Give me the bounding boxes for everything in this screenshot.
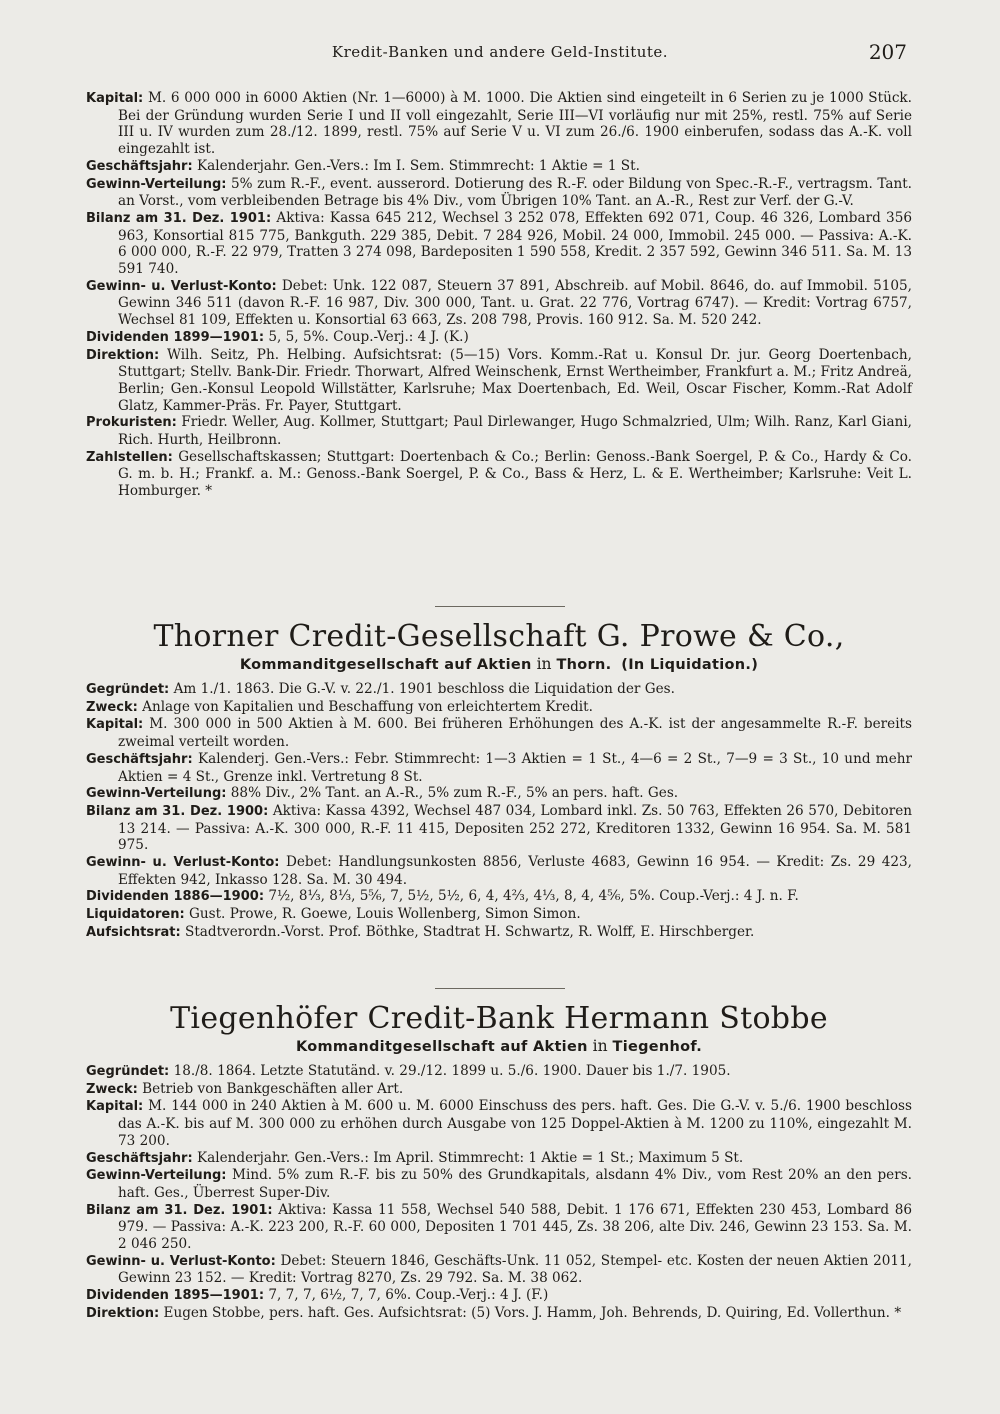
entry-bilanz xyxy=(86,210,912,278)
entry-gewinn-verteilung xyxy=(86,176,912,210)
section-tiegenhoefer xyxy=(86,1002,912,1323)
entry-label: Geschäftsjahr: xyxy=(86,1150,193,1166)
entry-prokuristen xyxy=(86,414,912,448)
entry-text: Betrieb von Bankgeschäften aller Art. xyxy=(142,1080,404,1097)
company-city: Thorn. xyxy=(556,657,612,673)
entry-gegruendet xyxy=(86,1063,912,1081)
entry-label: Gegründet: xyxy=(86,682,170,697)
company-in: in xyxy=(531,655,557,673)
entry-label: Bilanz am 31. Dez. 1900: xyxy=(86,803,269,819)
entry-label: Direktion: xyxy=(86,1305,160,1321)
entry-geschaeftsjahr xyxy=(86,751,912,785)
entry-label: Zweck: xyxy=(86,699,138,715)
entry-label: Dividenden 1886—1900: xyxy=(86,889,265,905)
entry-label: Aufsichtsrat: xyxy=(86,924,181,940)
entry-label: Gewinn-Verteilung: xyxy=(86,786,227,802)
entry-kapital xyxy=(86,716,912,750)
entry-label: Gewinn- u. Verlust-Konto: xyxy=(86,1253,276,1269)
section-thorner xyxy=(86,620,912,942)
entry-label: Zahlstellen: xyxy=(86,449,173,465)
entry-text: Eugen Stobbe, pers. haft. Ges. Aufsichtsrat: (5) Vors. J. Hamm, Joh. Behrends, D. Quiring, Ed. Vollerthun. * xyxy=(163,1304,902,1321)
entry-zweck xyxy=(86,1081,912,1099)
entry-label: Direktion: xyxy=(86,347,160,363)
running-head xyxy=(0,40,1000,66)
section-divider xyxy=(435,606,565,607)
entry-aufsichtsrat xyxy=(86,924,912,942)
entry-label: Kapital: xyxy=(86,1099,144,1115)
entry-text: M. 6 000 000 in 6000 Aktien (Nr. 1—6000) à M. 1000. Die Aktien sind eingeteilt in 6 Serien zu je 1000 Stück. Bei der Gründung wurden Serie I und II voll eingezahlt, Serie III—VI vorläufig nur mit 25%, restl. 75% auf Serie III u. IV wurden zum 28./12. 1899, restl. 75% auf Serie V u. VI zum 26./6. 1900 einberufen, sodass das A.-K. voll eingezahlt ist. xyxy=(118,90,912,158)
entry-text: M. 300 000 in 500 Aktien à M. 600. Bei früheren Erhöhungen des A.-K. ist der angesammelte R.-F. bereits zweimal verteilt worden. xyxy=(118,716,912,751)
entry-label: Gegründet: xyxy=(86,1064,170,1079)
entry-text: Aktiva: Kassa 645 212, Wechsel 3 252 078, Effekten 692 071, Coup. 46 326, Lombard 356 963, Konsortial 815 775, Bankguth. 229 385, Debit. 7 284 926, Mobil. 24 000, Immobil. 245 000. — Passiva: A.-K. 6 000 000, R.-F. 22 979, Tratten 3 274 098, Bardepositen 1 590 558, Kredit. 2 357 592, Gewinn 346 511. Sa. M. 13 591 740. xyxy=(118,209,913,278)
entry-text: Kalenderj. Gen.-Vers.: Febr. Stimmrecht: 1—3 Aktien = 1 St., 4—6 = 2 St., 7—9 = 3 St., 10 und mehr Aktien = 4 St., Grenze inkl. Vertretung 8 St. xyxy=(118,750,912,785)
entry-label: Dividenden 1895—1901: xyxy=(86,1288,265,1304)
entry-geschaeftsjahr xyxy=(86,158,912,176)
entry-zahlstellen xyxy=(86,449,912,500)
entry-label: Zweck: xyxy=(86,1081,138,1097)
entry-text: Anlage von Kapitalien und Beschaffung von erleichtertem Kredit. xyxy=(142,698,593,715)
page-number: 207 xyxy=(868,40,907,64)
entry-text: Gust. Prowe, R. Goewe, Louis Wollenberg, Simon Simon. xyxy=(189,906,581,923)
entry-label: Geschäftsjahr: xyxy=(86,751,193,767)
entry-text: Debet: Handlungsunkosten 8856, Verluste 4683, Gewinn 16 954. — Kredit: Zs. 29 423, Effekten 942, Inkasso 128. Sa. M. 30 494. xyxy=(118,854,912,888)
entry-gewinn-verlust xyxy=(86,278,912,329)
entry-text: Debet: Steuern 1846, Geschäfts-Unk. 11 052, Stempel- etc. Kosten der neuen Aktien 2011, Gewinn 23 152. — Kredit: Vortrag 8270, Zs. 29 792. Sa. M. 38 062. xyxy=(118,1252,912,1287)
entry-text: 7, 7, 7, 6½, 7, 7, 6%. Coup.-Verj.: 4 J. (F.) xyxy=(268,1287,549,1304)
entry-text: Debet: Unk. 122 087, Steuern 37 891, Abschreib. auf Mobil. 8646, do. auf Immobil. 5105, Gewinn 346 511 (davon R.-F. 16 987, Div. 300 000, Tant. u. Grat. 22 776, Vortrag 6747). — Kredit: Vortrag 6757, Wechsel 81 109, Effekten u. Konsortial 63 663, Zs. 208 798, Provis. 160 912. Sa. M. 520 242. xyxy=(118,277,912,329)
entry-liquidatoren xyxy=(86,906,912,924)
company-form: Kommanditgesellschaft auf Aktien xyxy=(295,1039,588,1055)
company-in: in xyxy=(587,1037,613,1055)
company-heading: Tiegenhöfer Credit-Bank Hermann Stobbe xyxy=(170,1001,828,1036)
entry-zweck xyxy=(86,699,912,717)
section-divider xyxy=(435,988,565,989)
entry-text: Kalenderjahr. Gen.-Vers.: Im April. Stimmrecht: 1 Aktie = 1 St.; Maximum 5 St. xyxy=(197,1149,744,1166)
entry-kapital xyxy=(86,90,912,158)
running-head-title: Kredit-Banken und andere Geld-Institute. xyxy=(331,43,669,61)
entry-gewinn-verlust xyxy=(86,1253,912,1287)
company-city: Tiegenhof. xyxy=(612,1039,703,1055)
entry-label: Gewinn- u. Verlust-Konto: xyxy=(86,855,280,871)
entry-text: Kalenderjahr. Gen.-Vers.: Im I. Sem. Stimmrecht: 1 Aktie = 1 St. xyxy=(197,157,640,174)
entry-label: Bilanz am 31. Dez. 1901: xyxy=(86,1202,273,1218)
entry-dividenden xyxy=(86,888,912,906)
entry-geschaeftsjahr xyxy=(86,1150,912,1168)
entry-text: 88% Div., 2% Tant. an A.-R., 5% zum R.-F., 5% an pers. haft. Ges. xyxy=(230,785,679,802)
entry-kapital xyxy=(86,1098,912,1149)
company-heading: Thorner Credit-Gesellschaft G. Prowe & Co., xyxy=(153,619,845,654)
entry-gewinn-verteilung xyxy=(86,1167,912,1201)
entry-text: Wilh. Seitz, Ph. Helbing. Aufsichtsrat: (5—15) Vors. Komm.-Rat u. Konsul Dr. jur. Georg Doertenbach, Stuttgart; Stellv. Bank-Dir. Friedr. Thorwart, Alfred Weinschenk, Ernst Wertheimber, Frankfurt a. M.; Fritz Andreä, Berlin; Gen.-Konsul Leopold Willstätter, Karlsruhe; Max Doertenbach, Ed. Weil, Oscar Fischer, Komm.-Rat Adolf Glatz, Kammer-Präs. Fr. Payer, Stuttgart. xyxy=(118,346,913,414)
section-continued xyxy=(86,90,912,500)
entry-gegruendet xyxy=(86,681,912,699)
entry-text: 7½, 8⅓, 8⅓, 5⅚, 7, 5½, 5½, 6, 4, 4⅔, 4⅓, 8, 4, 4⅚, 5%. Coup.-Verj.: 4 J. n. F. xyxy=(268,888,799,905)
entry-text: Aktiva: Kassa 11 558, Wechsel 540 588, Debit. 1 176 671, Effekten 230 453, Lombard 86 979. — Passiva: A.-K. 223 200, R.-F. 60 000, Depositen 1 701 445, Zs. 38 206, alte Div. 246, Gewinn 23 153. Sa. M. 2 046 250. xyxy=(118,1201,913,1253)
entry-direktion xyxy=(86,1305,912,1323)
entry-bilanz xyxy=(86,803,912,854)
entry-text: Mind. 5% zum R.-F. bis zu 50% des Grundkapitals, alsdann 4% Div., vom Rest 20% an den pers. haft. Ges., Überrest Super-Div. xyxy=(118,1167,912,1201)
entry-bilanz xyxy=(86,1202,912,1253)
company-form: Kommanditgesellschaft auf Aktien xyxy=(239,657,532,673)
entry-text: 5% zum R.-F., event. ausserord. Dotierung des R.-F. oder Bildung von Spec.-R.-F., vertragsm. Tant. an Vorst., vom verbleibenden Betrage bis 4% Div., vom Übrigen 10% Tant. an A.-R., Rest zur Verf. der G.-V. xyxy=(118,175,912,210)
entry-label: Gewinn- u. Verlust-Konto: xyxy=(86,278,277,294)
entry-text: Gesellschaftskassen; Stuttgart: Doertenbach & Co.; Berlin: Genoss.-Bank Soergel, P. & Co., Hardy & Co. G. m. b. H.; Frankf. a. M.: Genoss.-Bank Soergel, P. & Co., Bass & Herz, L. & E. Wertheimber; Karlsruhe: Veit L. Homburger. * xyxy=(118,448,912,500)
entry-text: Friedr. Weller, Aug. Kollmer, Stuttgart; Paul Dirlewanger, Hugo Schmalzried, Ulm; Wilh. Ranz, Karl Giani, Rich. Hurth, Heilbronn. xyxy=(118,414,913,449)
entry-text: M. 144 000 in 240 Aktien à M. 600 u. M. 6000 Einschuss des pers. haft. Ges. Die G.-V. v. 5./6. 1900 beschloss das A.-K. bis auf M. 300 000 zu erhöhen durch Ausgabe von 125 Doppel-Aktien à M. 1200 zu 110%, eingezahlt M. 73 200. xyxy=(118,1098,912,1149)
entry-text: 18./8. 1864. Letzte Statutänd. v. 29./12. 1899 u. 5./6. 1900. Dauer bis 1./7. 1905. xyxy=(173,1063,731,1079)
entry-label: Bilanz am 31. Dez. 1901: xyxy=(86,210,272,226)
entry-gewinn-verlust xyxy=(86,854,912,888)
entry-label: Dividenden 1899—1901: xyxy=(86,329,265,345)
entry-direktion xyxy=(86,347,912,415)
entry-label: Geschäftsjahr: xyxy=(86,158,193,174)
entry-dividenden xyxy=(86,1287,912,1305)
entry-text: Stadtverordn.-Vorst. Prof. Böthke, Stadtrat H. Schwartz, R. Wolff, E. Hirschberger. xyxy=(185,923,755,940)
company-subheading xyxy=(86,654,912,675)
entry-label: Liquidatoren: xyxy=(86,907,185,923)
entry-dividenden xyxy=(86,329,912,347)
entry-text: 5, 5, 5%. Coup.-Verj.: 4 J. (K.) xyxy=(268,328,469,345)
entry-label: Kapital: xyxy=(86,717,144,733)
entry-label: Kapital: xyxy=(86,91,144,106)
entry-label: Gewinn-Verteilung: xyxy=(86,176,227,192)
entry-label: Gewinn-Verteilung: xyxy=(86,1168,227,1184)
company-subheading xyxy=(86,1036,912,1057)
entry-text: Am 1./1. 1863. Die G.-V. v. 22./1. 1901 beschloss die Liquidation der Ges. xyxy=(173,681,675,697)
company-status: (In Liquidation.) xyxy=(621,657,759,673)
entry-gewinn-verteilung xyxy=(86,785,912,803)
entry-text: Aktiva: Kassa 4392, Wechsel 487 034, Lombard inkl. Zs. 50 763, Effekten 26 570, Debitoren 13 214. — Passiva: A.-K. 300 000, R.-F. 11 415, Depositen 252 272, Kreditoren 1332, Gewinn 16 954. Sa. M. 581 975. xyxy=(118,802,912,854)
entry-label: Prokuristen: xyxy=(86,415,177,431)
